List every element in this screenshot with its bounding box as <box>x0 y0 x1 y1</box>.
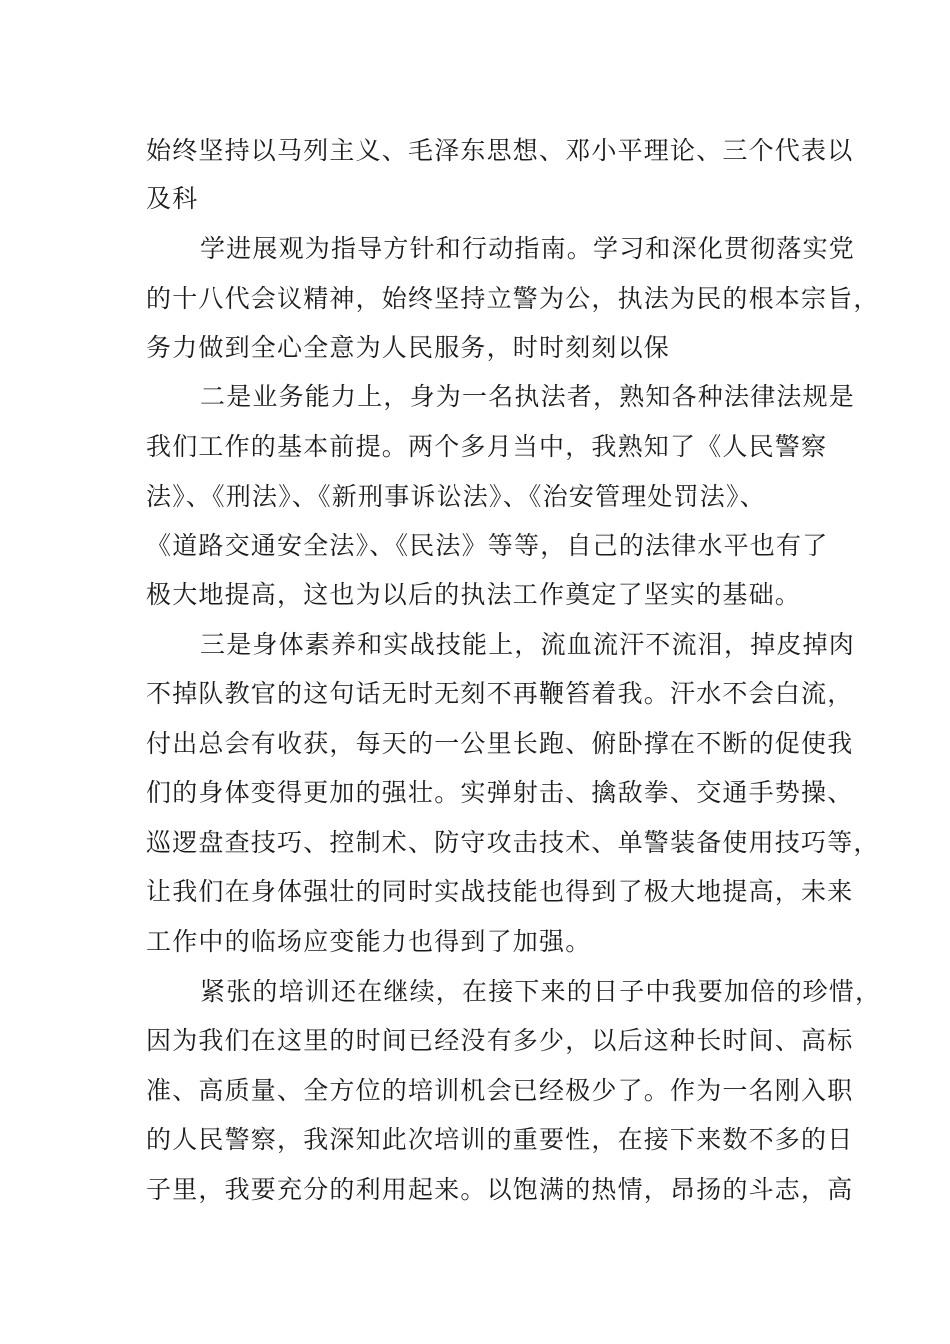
text-line: 子里，我要充分的利用起来。以饱满的热情，昂扬的斗志，高 <box>146 1175 854 1204</box>
text-line: 我们工作的基本前提。两个多月当中，我熟知了《人民警察 <box>146 432 828 461</box>
text-line: 工作中的临场应变能力也得到了加强。 <box>146 927 592 956</box>
text-line: 们的身体变得更加的强壮。实弹射击、擒敌拳、交通手势操、 <box>146 778 854 807</box>
text-line: 付出总会有收获，每天的一公里长跑、俯卧撑在不断的促使我 <box>146 729 854 758</box>
text-line: 的十八代会议精神，始终坚持立警为公，执法为民的根本宗旨， <box>146 284 880 313</box>
text-line: 《道路交通安全法》、《民法》等等，自己的法律水平也有了 <box>146 531 829 560</box>
text-line: 的人民警察，我深知此次培训的重要性，在接下来数不多的日 <box>146 1125 854 1154</box>
text-line: 法》、《刑法》、《新刑事诉讼法》、《治安管理处罚法》、 <box>146 482 766 511</box>
text-line: 让我们在身体强壮的同时实战技能也得到了极大地提高，未来 <box>146 877 854 906</box>
text-line: 准、高质量、全方位的培训机会已经极少了。作为一名刚入职 <box>146 1076 854 1105</box>
text-line: 及科 <box>146 184 199 213</box>
paragraph-first-line: 紧张的培训还在继续，在接下来的日子中我要加倍的珍惜， <box>200 977 882 1006</box>
paragraph-first-line: 三是身体素养和实战技能上，流血流汗不流泪，掉皮掉肉 <box>200 630 856 659</box>
text-line: 务力做到全心全意为人民服务，时时刻刻以保 <box>146 333 671 362</box>
text-line: 极大地提高，这也为以后的执法工作奠定了坚实的基础。 <box>146 580 802 609</box>
text-line: 巡逻盘查技巧、控制术、防守攻击技术、单警装备使用技巧等， <box>146 828 880 857</box>
paragraph-first-line: 学进展观为指导方针和行动指南。学习和深化贯彻落实党 <box>200 234 856 263</box>
text-line: 始终坚持以马列主义、毛泽东思想、邓小平理论、三个代表以 <box>146 136 854 165</box>
text-line: 因为我们在这里的时间已经没有多少，以后这种长时间、高标 <box>146 1026 854 1055</box>
text-line: 不掉队教官的这句话无时无刻不再鞭笞着我。汗水不会白流， <box>146 679 854 708</box>
paragraph-first-line: 二是业务能力上，身为一名执法者，熟知各种法律法规是 <box>200 382 856 411</box>
